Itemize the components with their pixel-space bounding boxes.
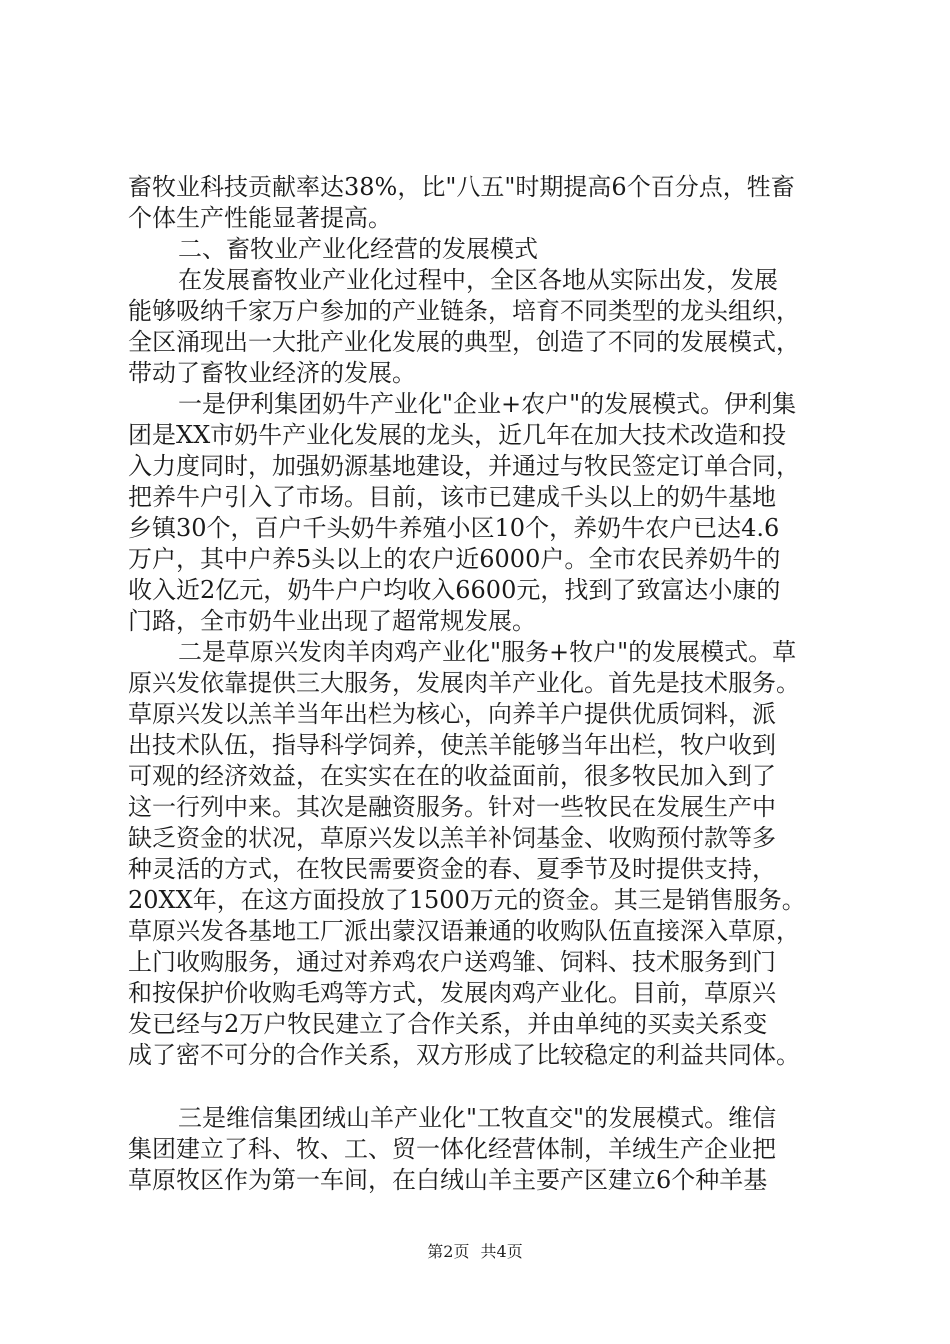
page-total: 共4页 [480,1242,523,1261]
text-line: 团是XX市奶牛产业化发展的龙头，近几年在加大技术改造和投 [128,421,787,449]
text-line: 全区涌现出一大批产业化发展的典型，创造了不同的发展模式， [128,328,800,356]
document-body [128,172,846,1196]
text-line: 缺乏资金的状况，草原兴发以羔羊补饲基金、收购预付款等多 [128,824,776,852]
text-line: 三是维信集团绒山羊产业化"工牧直交"的发展模式。维信 [178,1104,777,1132]
text-line: 能够吸纳千家万户参加的产业链条，培育不同类型的龙头组织， [128,297,800,325]
text-line: 收入近2亿元，奶牛户户均收入6600元，找到了致富达小康的 [128,576,781,604]
text-line: 集团建立了科、牧、工、贸一体化经营体制，羊绒生产企业把 [128,1135,776,1163]
text-line: 和按保护价收购毛鸡等方式，发展肉鸡产业化。目前，草原兴 [128,979,776,1007]
text-line: 草原兴发各基地工厂派出蒙汉语兼通的收购队伍直接深入草原， [128,917,800,945]
page-number: 第2页 [427,1242,470,1261]
text-line: 带动了畜牧业经济的发展。 [128,359,416,387]
text-line: 在发展畜牧业产业化过程中，全区各地从实际出发，发展 [178,266,778,294]
text-line: 把养牛户引入了市场。目前，该市已建成千头以上的奶牛基地 [128,483,776,511]
paragraph-gap [128,1071,846,1103]
text-line: 上门收购服务，通过对养鸡农户送鸡雏、饲料、技术服务到门 [128,948,776,976]
text-line: 可观的经济效益，在实实在在的收益面前，很多牧民加入到了 [128,762,776,790]
text-line: 个体生产性能显著提高。 [128,204,392,232]
section-heading: 二、畜牧业产业化经营的发展模式 [178,235,538,263]
text-line: 种灵活的方式，在牧民需要资金的春、夏季节及时提供支持， [128,855,776,883]
text-line: 这一行列中来。其次是融资服务。针对一些牧民在发展生产中 [128,793,776,821]
text-line: 门路，全市奶牛业出现了超常规发展。 [128,607,536,635]
text-line: 成了密不可分的合作关系，双方形成了比较稳定的利益共同体。 [128,1041,800,1069]
text-line: 原兴发依靠提供三大服务，发展肉羊产业化。首先是技术服务。 [128,669,800,697]
text-line: 万户，其中户养5头以上的农户近6000户。全市农民养奶牛的 [128,545,781,573]
text-line: 一是伊利集团奶牛产业化"企业+农户"的发展模式。伊利集 [178,390,797,418]
text-line: 发已经与2万户牧民建立了合作关系，并由单纯的买卖关系变 [128,1010,768,1038]
text-line: 草原兴发以羔羊当年出栏为核心，向养羊户提供优质饲料，派 [128,700,776,728]
text-line: 二是草原兴发肉羊肉鸡产业化"服务+牧户"的发展模式。草 [178,638,797,666]
text-line: 出技术队伍，指导科学饲养，使羔羊能够当年出栏，牧户收到 [128,731,776,759]
text-line: 畜牧业科技贡献率达38%，比"八五"时期提高6个百分点，牲畜 [128,173,795,201]
text-line: 草原牧区作为第一车间，在白绒山羊主要产区建立6个种羊基 [128,1166,768,1194]
page-footer [0,1241,950,1263]
text-line: 入力度同时，加强奶源基地建设，并通过与牧民签定订单合同， [128,452,800,480]
text-line: 乡镇30个，百户千头奶牛养殖小区10个，养奶牛农户已达4.6 [128,514,780,542]
text-line: 20XX年，在这方面投放了1500万元的资金。其三是销售服务。 [128,886,806,914]
